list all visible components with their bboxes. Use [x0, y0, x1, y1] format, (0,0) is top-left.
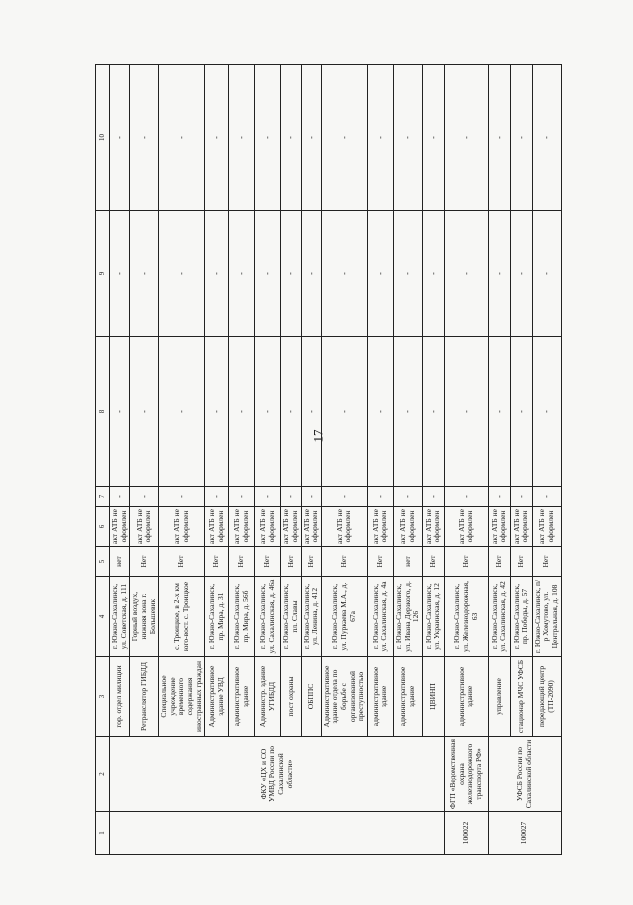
- table-row: [444, 65, 488, 855]
- column-5-value: Нет: [321, 547, 367, 577]
- column-7-value: -: [229, 487, 255, 507]
- object-address: г. Южно-Сахалинск, ул. Ленина, д. 412: [301, 577, 321, 657]
- column-6-status: акт АТБ не оформлен: [532, 507, 561, 547]
- table-row: [130, 65, 159, 855]
- column-6-status: акт АТБ не оформлен: [510, 507, 532, 547]
- column-9-value: -: [255, 211, 281, 337]
- column-header: 5: [96, 547, 110, 577]
- table-row: [159, 65, 205, 855]
- object-name: гор. отдел милиции: [110, 657, 130, 737]
- object-address: г. Южно-Сахалинск, ул. Железнодорожная, 63: [444, 577, 488, 657]
- column-9-value: -: [488, 211, 510, 337]
- column-9-value: -: [393, 211, 422, 337]
- column-8-value: -: [229, 337, 255, 487]
- column-5-value: нет: [393, 547, 422, 577]
- column-8-value: -: [510, 337, 532, 487]
- object-name: Административное здание УВД: [205, 657, 229, 737]
- column-5-value: Нет: [159, 547, 205, 577]
- column-6-status: акт АТБ не оформлен: [488, 507, 510, 547]
- object-name: административное здание: [393, 657, 422, 737]
- column-8-value: -: [159, 337, 205, 487]
- column-7-value: -: [110, 487, 130, 507]
- column-8-value: -: [301, 337, 321, 487]
- table-row: [255, 65, 281, 855]
- column-7-value: -: [367, 487, 393, 507]
- organization-name: ФГП «Ведомственная охрана железнодорожного транспорта РФ»: [444, 737, 488, 812]
- column-10-value: -: [510, 65, 532, 211]
- table-row: [393, 65, 422, 855]
- column-5-value: Нет: [130, 547, 159, 577]
- object-address: г. Южно-Сахалинск, пл. Славы: [281, 577, 301, 657]
- object-address: г. Южно-Сахалинск, ул. Советская, д. 111: [110, 577, 130, 657]
- column-6-status: акт АТБ не оформлен: [130, 507, 159, 547]
- object-name: административное здание: [367, 657, 393, 737]
- column-6-status: акт АТБ не оформлен: [255, 507, 281, 547]
- record-id: 100022: [444, 812, 488, 855]
- column-6-status: акт АТБ не оформлен: [393, 507, 422, 547]
- object-address: г. Южно-Сахалинск, пр. Победы, д. 57: [510, 577, 532, 657]
- column-8-value: -: [321, 337, 367, 487]
- object-address: г. Южно-Сахалинск, ул. Сахалинская, д. 46а: [255, 577, 281, 657]
- column-8-value: -: [255, 337, 281, 487]
- column-9-value: -: [205, 211, 229, 337]
- column-9-value: -: [532, 211, 561, 337]
- object-name: Ретранслятор ГИБДД: [130, 657, 159, 737]
- column-7-value: -: [532, 487, 561, 507]
- column-header: 2: [96, 737, 110, 812]
- column-5-value: Нет: [510, 547, 532, 577]
- column-9-value: -: [321, 211, 367, 337]
- column-10-value: -: [130, 65, 159, 211]
- column-header: 4: [96, 577, 110, 657]
- column-5-value: Нет: [255, 547, 281, 577]
- column-9-value: -: [229, 211, 255, 337]
- column-9-value: -: [281, 211, 301, 337]
- column-5-value: Нет: [301, 547, 321, 577]
- table-row: [229, 65, 255, 855]
- column-7-value: -: [205, 487, 229, 507]
- column-6-status: акт АТБ не оформлен: [444, 507, 488, 547]
- column-10-value: -: [444, 65, 488, 211]
- object-name: управление: [488, 657, 510, 737]
- object-address: г. Южно-Сахалинск, ул. Сахалинская, д. 4а: [367, 577, 393, 657]
- column-header: 10: [96, 65, 110, 211]
- column-7-value: -: [393, 487, 422, 507]
- object-address: с. Троицкое, в 2-х км юго-вост. с. Троицкое: [159, 577, 205, 657]
- object-name: передающий центр (ТП-2090): [532, 657, 561, 737]
- organization-name: УФСБ России по Сахалинской области: [488, 737, 561, 812]
- object-address: г. Южно-Сахалинск, ул. Ивана Дерзкого, д. 126: [393, 577, 422, 657]
- column-10-value: -: [393, 65, 422, 211]
- column-9-value: -: [159, 211, 205, 337]
- column-9-value: -: [444, 211, 488, 337]
- table-row: [532, 65, 561, 855]
- record-id: [110, 812, 445, 855]
- column-7-value: -: [510, 487, 532, 507]
- object-address: г. Южно-Сахалинск, ул. Украинская, д. 12: [422, 577, 444, 657]
- object-name: административное здание: [229, 657, 255, 737]
- column-8-value: -: [444, 337, 488, 487]
- column-10-value: -: [367, 65, 393, 211]
- column-9-value: -: [367, 211, 393, 337]
- object-address: г. Южно-Сахалинск, ул. Пуркаева М.А., д. 67а: [321, 577, 367, 657]
- column-9-value: -: [510, 211, 532, 337]
- column-header: 3: [96, 657, 110, 737]
- table-row: [281, 65, 301, 855]
- column-5-value: Нет: [367, 547, 393, 577]
- column-10-value: -: [205, 65, 229, 211]
- column-8-value: -: [532, 337, 561, 487]
- column-9-value: -: [110, 211, 130, 337]
- column-7-value: -: [255, 487, 281, 507]
- column-9-value: -: [422, 211, 444, 337]
- column-6-status: акт АТБ не оформлен: [367, 507, 393, 547]
- column-header: 1: [96, 812, 110, 855]
- rotated-document: [95, 65, 625, 855]
- column-8-value: -: [367, 337, 393, 487]
- column-6-status: акт АТБ не оформлен: [159, 507, 205, 547]
- facilities-table: [95, 64, 562, 855]
- object-name: ОБППС: [301, 657, 321, 737]
- column-6-status: акт АТБ не оформлен: [321, 507, 367, 547]
- object-name: Административное здание отдела по борьбе с организованной преступностью: [321, 657, 367, 737]
- column-5-value: Нет: [422, 547, 444, 577]
- column-10-value: -: [301, 65, 321, 211]
- column-7-value: -: [301, 487, 321, 507]
- column-7-value: -: [488, 487, 510, 507]
- column-6-status: акт АТБ не оформлен: [110, 507, 130, 547]
- column-5-value: Нет: [205, 547, 229, 577]
- object-address: г. Южно-Сахалинск, пр. Мира, д. 56б: [229, 577, 255, 657]
- table-row: [422, 65, 444, 855]
- table-header-row: [96, 65, 110, 855]
- column-5-value: Нет: [488, 547, 510, 577]
- column-10-value: -: [488, 65, 510, 211]
- column-8-value: -: [205, 337, 229, 487]
- column-10-value: -: [159, 65, 205, 211]
- column-5-value: нет: [110, 547, 130, 577]
- column-8-value: -: [393, 337, 422, 487]
- column-6-status: акт АТБ не оформлен: [229, 507, 255, 547]
- table-row: [301, 65, 321, 855]
- column-9-value: -: [301, 211, 321, 337]
- column-7-value: -: [321, 487, 367, 507]
- object-name: ЦВИНП: [422, 657, 444, 737]
- table-row: [488, 65, 510, 855]
- column-10-value: -: [532, 65, 561, 211]
- object-address: г. Южно-Сахалинск, пр. Мира, д. 31: [205, 577, 229, 657]
- column-7-value: -: [444, 487, 488, 507]
- column-9-value: -: [130, 211, 159, 337]
- column-6-status: акт АТБ не оформлен: [281, 507, 301, 547]
- record-id: 100027: [488, 812, 561, 855]
- column-6-status: акт АТБ не оформлен: [301, 507, 321, 547]
- column-header: 6: [96, 507, 110, 547]
- object-name: Администр. здание УГИБДД: [255, 657, 281, 737]
- column-7-value: -: [422, 487, 444, 507]
- column-7-value: -: [159, 487, 205, 507]
- column-10-value: -: [281, 65, 301, 211]
- table-row: [205, 65, 229, 855]
- object-name: пост охраны: [281, 657, 301, 737]
- column-10-value: -: [422, 65, 444, 211]
- object-name: административное здание: [444, 657, 488, 737]
- table-body: [110, 65, 562, 855]
- column-7-value: -: [130, 487, 159, 507]
- column-7-value: -: [281, 487, 301, 507]
- organization-name: ФКУ «ЦХ и СО УМВД России по Сахалинской области»: [110, 737, 445, 812]
- column-5-value: Нет: [532, 547, 561, 577]
- column-5-value: Нет: [229, 547, 255, 577]
- table-row: [321, 65, 367, 855]
- table-row: [110, 65, 130, 855]
- column-6-status: акт АТБ не оформлен: [422, 507, 444, 547]
- column-5-value: Нет: [281, 547, 301, 577]
- table-row: [367, 65, 393, 855]
- object-address: г. Южно-Сахалинск, п/р Хомутово, ул. Центральная, д. 108: [532, 577, 561, 657]
- column-5-value: Нет: [444, 547, 488, 577]
- column-10-value: -: [321, 65, 367, 211]
- column-8-value: -: [110, 337, 130, 487]
- table-row: [510, 65, 532, 855]
- column-header: 7: [96, 487, 110, 507]
- column-10-value: -: [255, 65, 281, 211]
- column-header: 9: [96, 211, 110, 337]
- column-8-value: -: [281, 337, 301, 487]
- object-name: стационар МЧС УФСБ: [510, 657, 532, 737]
- page-number: 17: [310, 429, 326, 443]
- object-name: Специальное учреждение временного содержания иностранных граждан: [159, 657, 205, 737]
- column-8-value: -: [488, 337, 510, 487]
- object-address: Горный воздух, нижняя зона г. Большевик: [130, 577, 159, 657]
- column-6-status: акт АТБ не оформлен: [205, 507, 229, 547]
- object-address: г. Южно-Сахалинск, ул. Сахалинская, д. 42: [488, 577, 510, 657]
- column-8-value: -: [130, 337, 159, 487]
- column-8-value: -: [422, 337, 444, 487]
- column-10-value: -: [110, 65, 130, 211]
- column-10-value: -: [229, 65, 255, 211]
- column-header: 8: [96, 337, 110, 487]
